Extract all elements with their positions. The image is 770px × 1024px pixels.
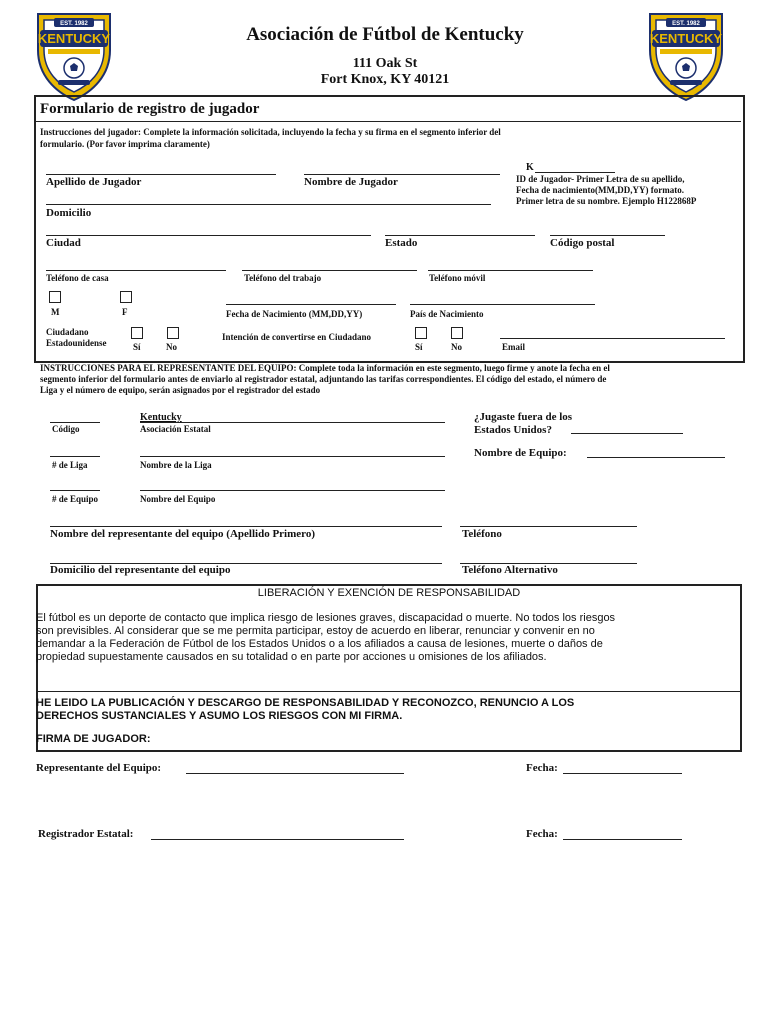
postal-code-field[interactable] bbox=[550, 235, 665, 236]
birth-country-label: País de Nacimiento bbox=[410, 309, 484, 319]
league-number-label: # de Liga bbox=[52, 460, 88, 470]
player-id-field[interactable] bbox=[535, 172, 615, 173]
rep-signature-field[interactable] bbox=[186, 773, 404, 774]
state-assoc-label: Asociación Estatal bbox=[140, 424, 211, 434]
postal-code-label: Código postal bbox=[550, 237, 615, 249]
address-label: Domicilio bbox=[46, 207, 92, 219]
player-signature-label: FIRMA DE JUGADOR: bbox=[36, 733, 151, 745]
citizen-no-checkbox[interactable] bbox=[167, 327, 179, 339]
release-ack-1: HE LEIDO LA PUBLICACIÓN Y DESCARGO DE RESPONSABILIDAD Y RECONOZCO, RENUNCIO A LOS bbox=[36, 697, 575, 709]
email-label: Email bbox=[502, 342, 526, 352]
played-outside-field[interactable] bbox=[571, 433, 683, 434]
email-field[interactable] bbox=[500, 338, 725, 339]
rep-alt-phone-label: Teléfono Alternativo bbox=[462, 564, 558, 576]
release-text-4: propiedad supuestamente causados en su totalidad o en parte por acciones u omisiones de los afiliados. bbox=[36, 651, 547, 663]
logo-name-text: KENTUCKY bbox=[37, 31, 111, 46]
last-name-field[interactable] bbox=[46, 174, 276, 175]
rep-phone-field[interactable] bbox=[460, 526, 637, 527]
citizen-no-label: No bbox=[166, 342, 177, 352]
rep-address-label: Domicilio del representante del equipo bbox=[50, 564, 231, 576]
logo-name-text: KENTUCKY bbox=[649, 31, 723, 46]
intent-yes-label: Sí bbox=[415, 342, 423, 352]
team-name-label: Nombre de Equipo: bbox=[474, 447, 567, 459]
birth-country-field[interactable] bbox=[410, 304, 595, 305]
address-field[interactable] bbox=[46, 204, 491, 205]
first-name-label: Nombre de Jugador bbox=[304, 176, 398, 188]
address-line-2: Fort Knox, KY 40121 bbox=[320, 72, 450, 87]
release-text-1: El fútbol es un deporte de contacto que implica riesgo de lesiones graves, discapacidad o muerte. No todos los riesgos bbox=[36, 612, 616, 624]
home-phone-field[interactable] bbox=[46, 270, 226, 271]
gender-female-checkbox[interactable] bbox=[120, 291, 132, 303]
registrar-signature-label: Registrador Estatal: bbox=[38, 828, 134, 840]
league-number-field[interactable] bbox=[50, 456, 100, 457]
release-title: LIBERACIÓN Y EXENCIÓN DE RESPONSABILIDAD bbox=[257, 587, 521, 599]
address-line-1: 111 Oak St bbox=[352, 56, 418, 71]
work-phone-label: Teléfono del trabajo bbox=[244, 273, 322, 283]
page-title: Asociación de Fútbol de Kentucky bbox=[246, 24, 524, 45]
rep-instructions-2: segmento inferior del formulario antes de enviarlo al registrador estatal, adjuntando las tarifas correspondientes. El código del estado, el número de bbox=[40, 374, 607, 384]
played-outside-label-1: ¿Jugaste fuera de los bbox=[474, 411, 573, 423]
player-id-note-2: Fecha de nacimiento(MM,DD,YY) formato. bbox=[516, 185, 684, 195]
league-name-label: Nombre de la Liga bbox=[140, 460, 212, 470]
player-instructions-2: formulario. (Por favor imprima claramente) bbox=[40, 139, 210, 149]
citizen-label-2: Estadounidense bbox=[46, 338, 107, 348]
player-id-note-1: ID de Jugador- Primer Letra de su apellido, bbox=[516, 174, 685, 184]
gender-male-label: M bbox=[51, 307, 60, 317]
rep-date-field[interactable] bbox=[563, 773, 682, 774]
citizen-label-1: Ciudadano bbox=[46, 327, 89, 337]
release-ack-2: DERECHOS SUSTANCIALES Y ASUMO LOS RIESGOS CON MI FIRMA. bbox=[36, 710, 403, 722]
mobile-phone-label: Teléfono móvil bbox=[429, 273, 486, 283]
played-outside-label-2: Estados Unidos? bbox=[474, 424, 552, 436]
team-name-field[interactable] bbox=[587, 457, 725, 458]
player-instructions-1: Instrucciones del jugador: Complete la información solicitada, incluyendo la fecha y su firma en el segmento inferior del bbox=[40, 127, 501, 137]
intent-yes-checkbox[interactable] bbox=[415, 327, 427, 339]
state-label: Estado bbox=[385, 237, 418, 249]
league-name-field[interactable] bbox=[140, 456, 445, 457]
gender-male-checkbox[interactable] bbox=[49, 291, 61, 303]
registrar-signature-field[interactable] bbox=[151, 839, 404, 840]
dob-label: Fecha de Nacimiento (MM,DD,YY) bbox=[226, 309, 363, 319]
release-box bbox=[36, 584, 742, 752]
last-name-label: Apellido de Jugador bbox=[46, 176, 142, 188]
logo-est-text: EST. 1982 bbox=[672, 21, 700, 27]
dob-field[interactable] bbox=[226, 304, 396, 305]
gender-female-label: F bbox=[122, 307, 128, 317]
city-field[interactable] bbox=[46, 235, 371, 236]
code-label: Código bbox=[52, 424, 80, 434]
rep-name-field[interactable] bbox=[50, 526, 442, 527]
rep-instructions-3: Liga y el número de equipo, serán asignados por el registrador del estado bbox=[40, 385, 321, 395]
rep-signature-label: Representante del Equipo: bbox=[36, 762, 162, 774]
form-title: Formulario de registro de jugador bbox=[40, 101, 260, 117]
team-number-label: # de Equipo bbox=[52, 494, 99, 504]
player-id-prefix: K bbox=[526, 162, 534, 173]
rep-name-label: Nombre del representante del equipo (Apellido Primero) bbox=[50, 528, 315, 540]
citizen-yes-label: Sí bbox=[133, 342, 141, 352]
registrar-date-label: Fecha: bbox=[526, 828, 558, 840]
registrar-date-field[interactable] bbox=[563, 839, 682, 840]
first-name-field[interactable] bbox=[304, 174, 500, 175]
code-field[interactable] bbox=[50, 422, 100, 423]
citizen-yes-checkbox[interactable] bbox=[131, 327, 143, 339]
intent-no-checkbox[interactable] bbox=[451, 327, 463, 339]
mobile-phone-field[interactable] bbox=[428, 270, 593, 271]
intent-citizen-label: Intención de convertirse en Ciudadano bbox=[222, 332, 372, 342]
logo-est-text: EST. 1982 bbox=[60, 21, 88, 27]
home-phone-label: Teléfono de casa bbox=[46, 273, 109, 283]
intent-no-label: No bbox=[451, 342, 462, 352]
team-number-field[interactable] bbox=[50, 490, 100, 491]
state-field[interactable] bbox=[385, 235, 535, 236]
release-text-2: son previsibles. Al considerar que se me permita participar, estoy de acuerdo en liberar, renunciar y convenir en no bbox=[36, 625, 595, 637]
rep-date-label: Fecha: bbox=[526, 762, 558, 774]
release-text-3: demandar a la Federación de Fútbol de los Estados Unidos o a los afiliados a causa de lesiones, muerte o daños de bbox=[36, 638, 603, 650]
work-phone-field[interactable] bbox=[242, 270, 417, 271]
player-id-note-3: Primer letra de su nombre. Ejemplo H122868P bbox=[516, 196, 697, 206]
team-name-2-field[interactable] bbox=[140, 490, 445, 491]
state-assoc-value: Kentucky bbox=[140, 412, 182, 423]
state-assoc-field[interactable] bbox=[140, 422, 445, 423]
city-label: Ciudad bbox=[46, 237, 81, 249]
rep-phone-label: Teléfono bbox=[462, 528, 502, 540]
rep-instructions-1: INSTRUCCIONES PARA EL REPRESENTANTE DEL EQUIPO: Complete toda la información en este segmento, luego firme y anote la fecha en el bbox=[40, 363, 610, 373]
team-name-2-label: Nombre del Equipo bbox=[140, 494, 216, 504]
